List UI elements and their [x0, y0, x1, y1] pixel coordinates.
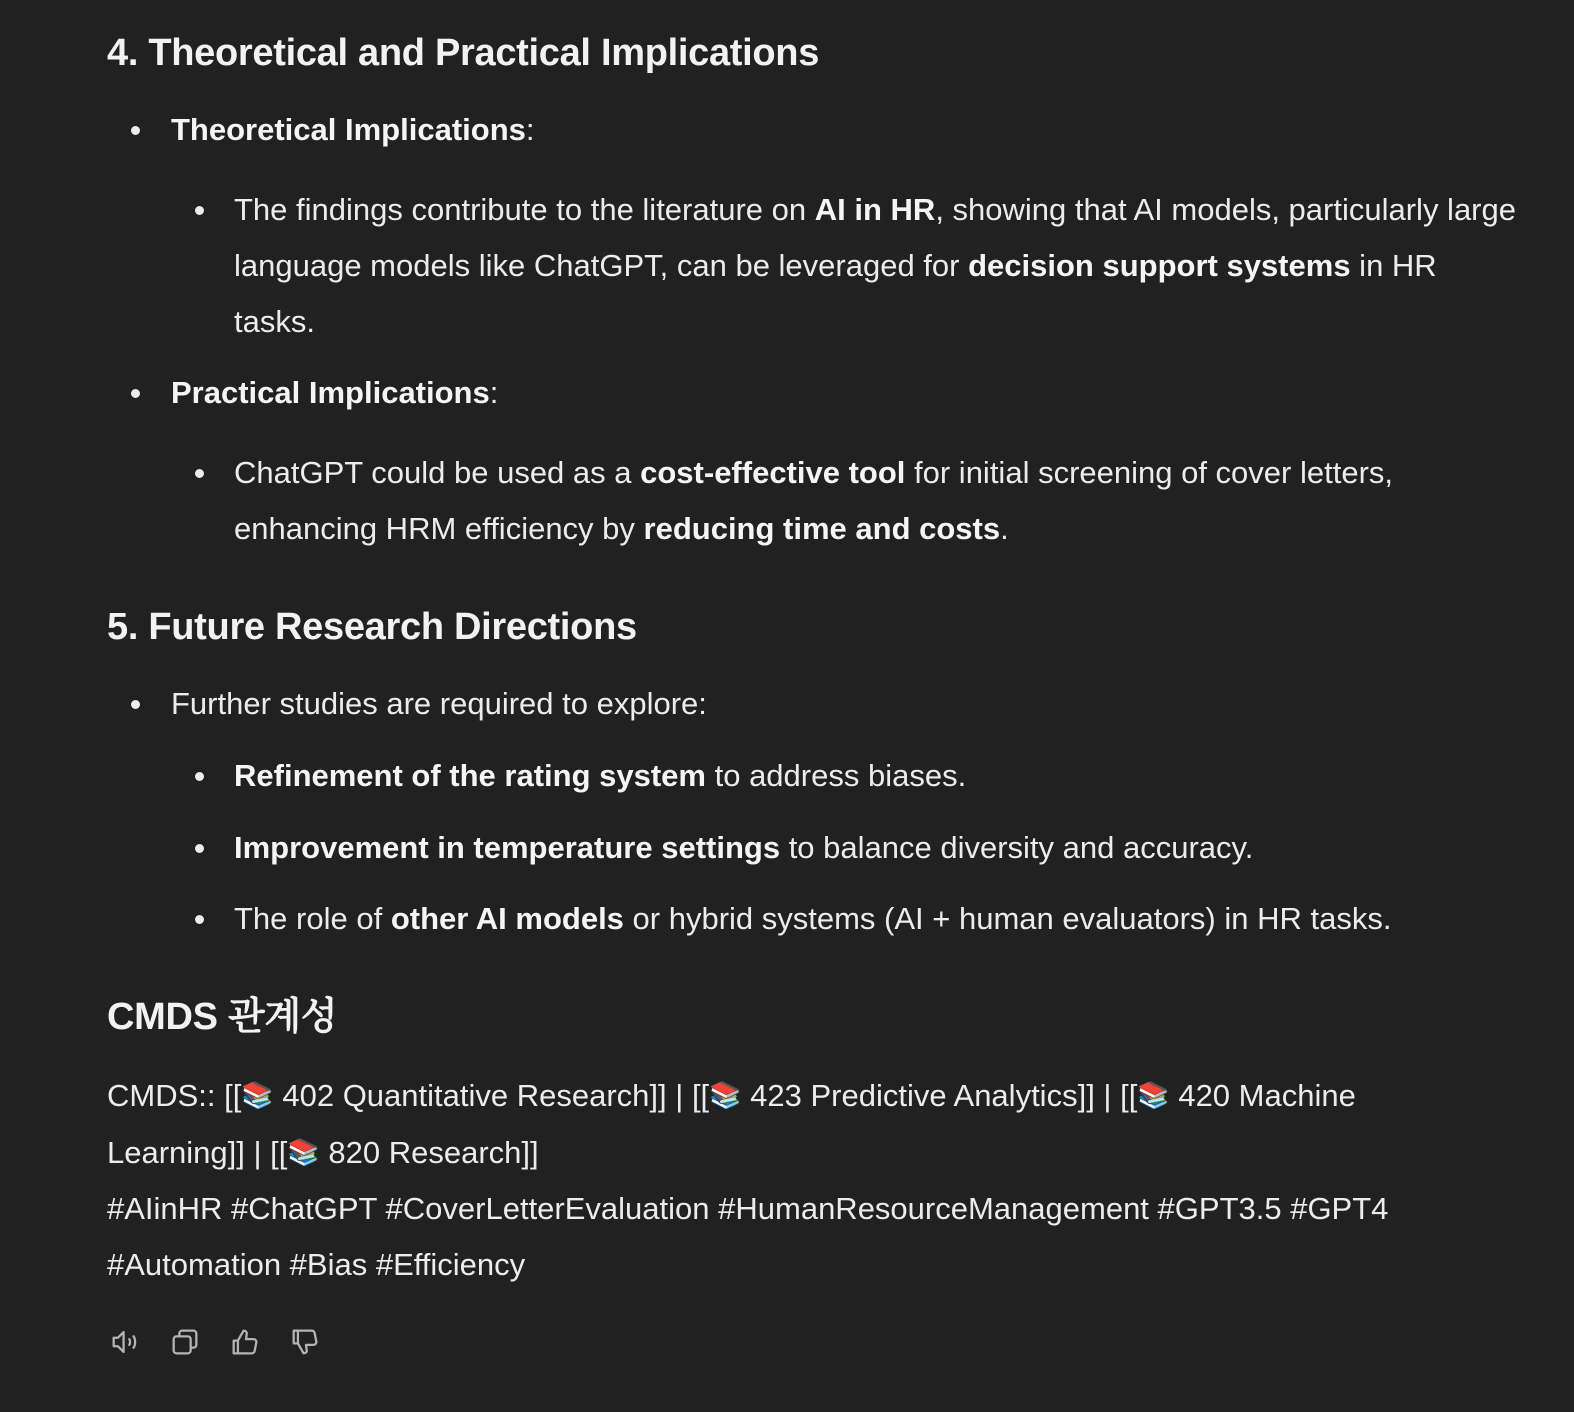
- bold-text: other AI models: [390, 901, 624, 936]
- separator: |: [1094, 1078, 1121, 1113]
- practical-label: Practical Implications: [171, 375, 490, 410]
- separator: |: [244, 1135, 271, 1170]
- books-icon: 📚: [1137, 1080, 1170, 1110]
- bracket: ]]: [521, 1135, 539, 1170]
- speaker-icon: [108, 1325, 142, 1359]
- list-item-further-studies: Further studies are required to explore:: [171, 676, 1511, 732]
- text: The findings contribute to the literature on: [234, 192, 815, 227]
- bad-response-button[interactable]: [287, 1322, 323, 1362]
- cmds-link-423[interactable]: 423 Predictive Analytics: [750, 1078, 1078, 1113]
- books-icon: 📚: [709, 1080, 742, 1110]
- list-item-theoretical: [171, 102, 1511, 158]
- text: to address biases.: [705, 758, 967, 793]
- section-heading-future-research: 5. Future Research Directions: [107, 606, 637, 648]
- cmds-link-820[interactable]: 820 Research: [328, 1135, 522, 1170]
- thumbs-down-icon: [288, 1325, 322, 1359]
- colon: :: [489, 375, 499, 410]
- books-icon: 📚: [241, 1080, 274, 1110]
- section-heading-implications: 4. Theoretical and Practical Implications: [107, 32, 820, 74]
- list-item-theoretical-detail: [234, 182, 1524, 350]
- cmds-prefix: CMDS::: [107, 1078, 225, 1113]
- books-icon: 📚: [287, 1137, 320, 1167]
- text: in HR tasks.: [234, 248, 1437, 339]
- list-item-future-3: [234, 891, 1524, 947]
- separator: |: [666, 1078, 692, 1113]
- colon: :: [525, 112, 535, 147]
- bracket: [[: [270, 1135, 288, 1170]
- bracket: ]]: [227, 1135, 245, 1170]
- bold-text: decision support systems: [968, 248, 1351, 283]
- text: , showing that AI models, particularly large language models like ChatGPT, can be leveraged for: [234, 192, 1516, 283]
- copy-button[interactable]: [167, 1322, 203, 1362]
- cmds-link-420[interactable]: 420 Machine Learning: [107, 1078, 1356, 1170]
- bracket: [[: [224, 1078, 242, 1113]
- bold-text: AI in HR: [814, 192, 936, 227]
- bold-text: Refinement of the rating system: [234, 758, 706, 793]
- cmds-paragraph: [107, 1067, 1467, 1293]
- read-aloud-button[interactable]: [107, 1322, 143, 1362]
- bracket: ]]: [649, 1078, 667, 1113]
- text: or hybrid systems (AI + human evaluators) in HR tasks.: [623, 901, 1392, 936]
- copy-icon: [168, 1325, 202, 1359]
- bracket: [[: [691, 1078, 710, 1113]
- thumbs-up-icon: [228, 1325, 262, 1359]
- text: The role of: [234, 901, 391, 936]
- list-item-future-2: [234, 820, 1524, 876]
- hashtags: #AIinHR #ChatGPT #CoverLetterEvaluation #HumanResourceManagement #GPT3.5 #GPT4 #Automation #Bias #Efficiency: [107, 1191, 1389, 1282]
- bracket: ]]: [1077, 1078, 1095, 1113]
- text: for initial screening of cover letters, enhancing HRM efficiency by: [234, 455, 1394, 546]
- cmds-link-402[interactable]: 402 Quantitative Research: [282, 1078, 650, 1113]
- list-item-practical-detail: [234, 445, 1524, 557]
- bracket: [[: [1120, 1078, 1138, 1113]
- good-response-button[interactable]: [227, 1322, 263, 1362]
- bold-text: cost-effective tool: [640, 455, 906, 490]
- text: ChatGPT could be used as a: [234, 455, 641, 490]
- bold-text: Improvement in temperature settings: [234, 830, 781, 865]
- text: to balance diversity and accuracy.: [780, 830, 1254, 865]
- bold-text: reducing time and costs: [643, 511, 1001, 546]
- list-item-practical: [171, 365, 1511, 421]
- text: .: [1000, 511, 1009, 546]
- list-item-future-1: [234, 748, 1524, 804]
- section-heading-cmds: CMDS 관계성: [107, 996, 338, 1038]
- message-actions: [107, 1322, 323, 1362]
- theoretical-label: Theoretical Implications: [171, 112, 526, 147]
